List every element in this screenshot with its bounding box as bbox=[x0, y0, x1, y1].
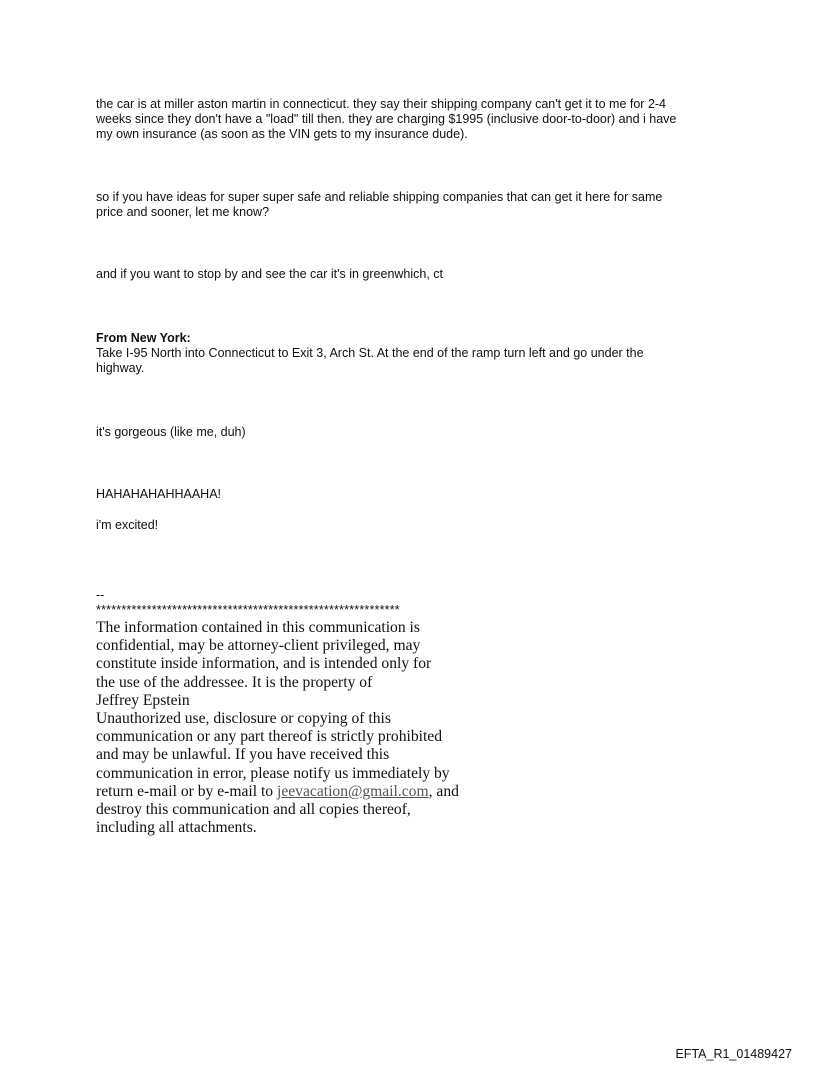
disclaimer-line: The information contained in this communication is bbox=[96, 619, 420, 636]
email-paragraph-car-location: the car is at miller aston martin in connecticut. they say their shipping company can't get it to me for 2-4 weeks since they don't have a "load" till then. they are charging $1995 (inclusive door-to-door) and i have my own insurance (as soon as the VIN gets to my insurance dude). bbox=[96, 97, 677, 141]
disclaimer-line: Unauthorized use, disclosure or copying of this bbox=[96, 710, 391, 728]
disclaimer-line-with-email bbox=[96, 783, 459, 801]
disclaimer-line: including all attachments. bbox=[96, 819, 257, 837]
email-paragraph-shipping-ideas: so if you have ideas for super super safe and reliable shipping companies that can get it here for same price and sooner, let me know? bbox=[96, 190, 663, 219]
disclaimer-line: the use of the addressee. It is the property of bbox=[96, 673, 373, 691]
signature-stars: ************************************************************ bbox=[96, 603, 400, 617]
confidentiality-disclaimer bbox=[96, 619, 459, 837]
email-paragraph-gorgeous: it's gorgeous (like me, duh) bbox=[96, 425, 246, 439]
directions-heading: From New York: bbox=[96, 331, 191, 345]
signature-dash: -- bbox=[96, 588, 105, 602]
document-id-footer: EFTA_R1_01489427 bbox=[675, 1047, 792, 1061]
disclaimer-line: Jeffrey Epstein bbox=[96, 691, 190, 709]
directions-text: Take I-95 North into Connecticut to Exit 3, Arch St. At the end of the ramp turn left and go under the highway. bbox=[96, 346, 644, 375]
disclaimer-line: constitute inside information, and is intended only for bbox=[96, 655, 432, 673]
disclaimer-line: communication in error, please notify us immediately by bbox=[96, 764, 450, 782]
disclaimer-return-suffix: , and bbox=[428, 782, 459, 800]
disclaimer-return-prefix: return e-mail or by e-mail to bbox=[96, 782, 277, 800]
disclaimer-line: destroy this communication and all copies thereof, bbox=[96, 801, 411, 819]
signature-block bbox=[96, 588, 459, 837]
email-paragraph-laugh: HAHAHAHAHHAAHA! bbox=[96, 487, 222, 501]
email-paragraph-excited: i'm excited! bbox=[96, 518, 159, 532]
disclaimer-line: communication or any part thereof is strictly prohibited bbox=[96, 728, 443, 746]
directions-block bbox=[96, 331, 736, 376]
disclaimer-line: and may be unlawful. If you have received this bbox=[96, 746, 390, 764]
email-paragraph-visit: and if you want to stop by and see the car it's in greenwhich, ct bbox=[96, 267, 444, 281]
email-link[interactable]: jeevacation@gmail.com bbox=[277, 782, 429, 800]
disclaimer-line: confidential, may be attorney-client privileged, may bbox=[96, 637, 421, 655]
